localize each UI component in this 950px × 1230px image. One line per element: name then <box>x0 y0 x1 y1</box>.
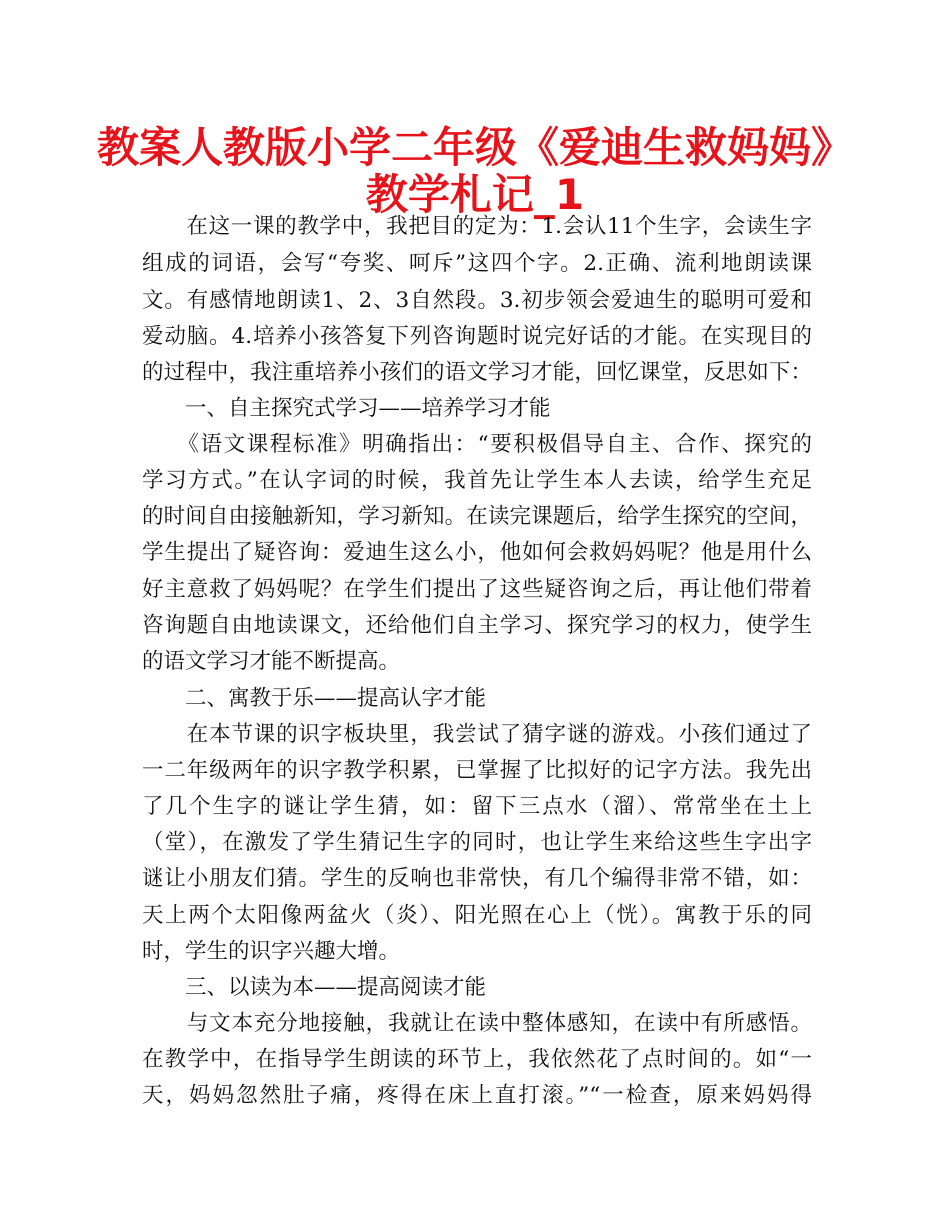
section-heading: 一、自主探究式学习——培养学习才能 <box>142 396 551 421</box>
body-line: 天，妈妈忽然肚子痛，疼得在床上直打滚。”“一检查，原来妈妈得 <box>142 1083 812 1108</box>
body-line: 在这一课的教学中，我把目的定为：1.会认11个生字，会读生字 <box>142 214 812 239</box>
body-line: 在教学中，在指导学生朗读的环节上，我依然花了点时间的。如“一 <box>142 1047 812 1072</box>
document-title-line-1: 教案人教版小学二年级《爱迪生救妈妈》 <box>96 123 853 172</box>
body-line: 文。有感情地朗读1、2、3自然段。3.初步领会爱迪生的聪明可爱和 <box>142 288 812 313</box>
body-line: 一二年级两年的识字教学积累，已掌握了比拟好的记字方法。我先出 <box>142 758 812 783</box>
body-line: 学生提出了疑咨询：爱迪生这么小，他如何会救妈妈呢？他是用什么 <box>142 540 812 565</box>
body-line: 的语文学习才能不断提高。 <box>142 649 401 674</box>
body-line: 谜让小朋友们猜。学生的反响也非常快，有几个编得非常不错，如： <box>142 866 812 891</box>
body-line: 学习方式。”在认字词的时候，我首先让学生本人去读，给学生充足 <box>142 468 812 493</box>
body-line: （堂），在激发了学生猜记生字的同时，也让学生来给这些生字出字 <box>142 830 812 855</box>
body-line: 组成的词语，会写“夸奖、呵斥”这四个字。2.正确、流利地朗读课 <box>142 251 812 276</box>
body-line: 了几个生字的谜让学生猜，如：留下三点水（溜）、常常坐在土上 <box>142 794 812 819</box>
body-line: 的时间自由接触新知，学习新知。在读完课题后，给学生探究的空间， <box>142 504 812 529</box>
body-line: 爱动脑。4.培养小孩答复下列咨询题时说完好话的才能。在实现目的 <box>142 324 812 349</box>
body-line: 在本节课的识字板块里，我尝试了猜字谜的游戏。小孩们通过了 <box>142 722 812 747</box>
body-line: 《语文课程标准》明确指出：“要积极倡导自主、合作、探究的 <box>142 432 812 457</box>
section-heading: 二、寓教于乐——提高认字才能 <box>142 686 487 711</box>
body-line: 时，学生的识字兴趣大增。 <box>142 939 401 964</box>
document-title-line-2: 教学札记_1 <box>365 170 585 219</box>
body-line: 好主意救了妈妈呢？在学生们提出了这些疑咨询之后，再让他们带着 <box>142 577 812 602</box>
section-heading: 三、以读为本——提高阅读才能 <box>142 975 487 1000</box>
body-line: 天上两个太阳像两盆火（炎）、阳光照在心上（恍）。寓教于乐的同 <box>142 903 812 928</box>
body-line: 与文本充分地接触，我就让在读中整体感知，在读中有所感悟。 <box>142 1011 812 1036</box>
body-line: 的过程中，我注重培养小孩们的语文学习才能，回忆课堂，反思如下： <box>142 360 812 385</box>
body-line: 咨询题自由地读课文，还给他们自主学习、探究学习的权力，使学生 <box>142 613 812 638</box>
